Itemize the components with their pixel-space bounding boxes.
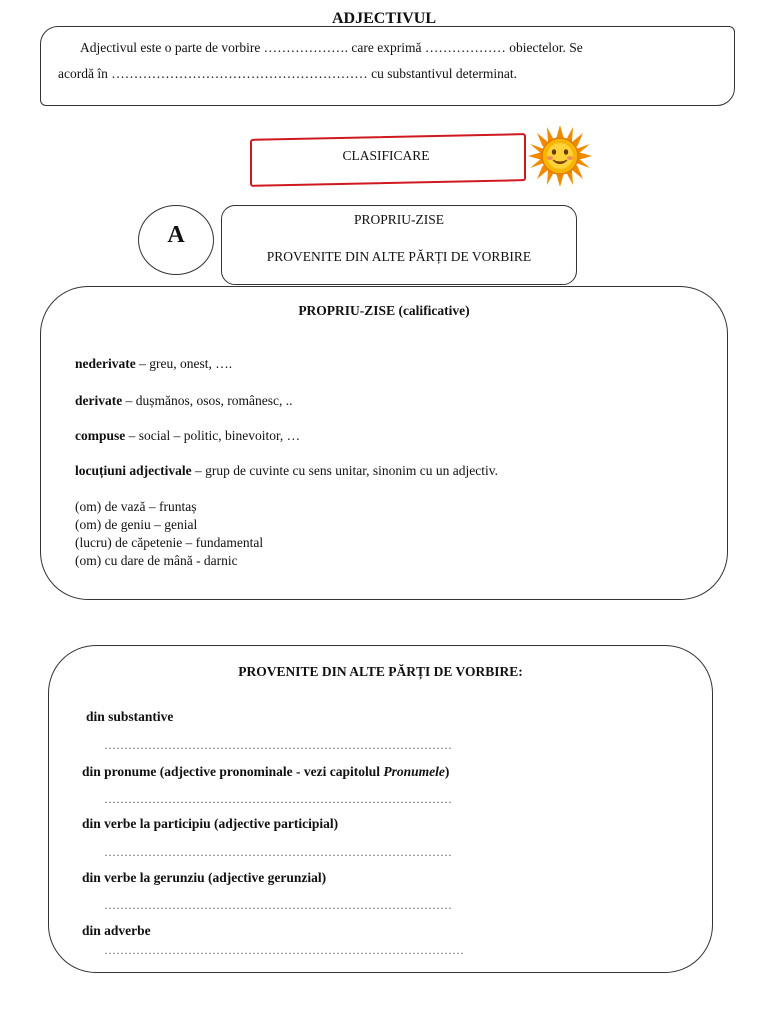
pz-term: locuțiuni adjectivale (75, 463, 192, 478)
pv-blank-line: …………………………………………………………………………… (104, 845, 452, 859)
pv-blank-line: ……………………………………………………………………………… (104, 943, 464, 957)
pz-example: (lucru) de căpetenie – fundamental (75, 535, 264, 550)
pz-term: nederivate (75, 356, 136, 371)
classification-label: CLASIFICARE (342, 148, 430, 163)
pz-text: – grup de cuvinte cu sens unitar, sinonim cu un adjectiv. (191, 463, 499, 478)
pv-head-tail: ) (444, 764, 450, 779)
pz-text: – dușmănos, osos, românesc, .. (122, 393, 293, 408)
pv-section-gerunziu (82, 870, 326, 886)
pv-section-participiu (82, 816, 338, 832)
pv-blank-line: …………………………………………………………………………… (104, 792, 452, 806)
propriu-zise-title: PROPRIU-ZISE (calificative) (298, 303, 470, 318)
pv-section-pronume (82, 764, 449, 780)
definition-line-1: Adjectivul este o parte de vorbire ………………. care exprimă ……………… obiectelor. Se (80, 40, 583, 55)
pz-item-derivate (75, 393, 292, 409)
pv-blank-line: …………………………………………………………………………… (104, 738, 452, 752)
pz-item-locutiuni (75, 463, 498, 479)
pz-term: compuse (75, 428, 126, 443)
pv-head-text: din adverbe (82, 923, 151, 938)
smiling-sun-icon (528, 125, 592, 187)
pz-example: (om) de vază – fruntaș (75, 499, 197, 514)
pz-item-compuse (75, 428, 300, 444)
pz-text: – social – politic, binevoitor, … (125, 428, 301, 443)
pz-text: – greu, onest, …. (135, 356, 233, 371)
pv-head-italic: Pronumele (383, 764, 445, 779)
pz-term: derivate (75, 393, 123, 408)
pz-example: (om) de geniu – genial (75, 517, 198, 532)
pv-blank-line: …………………………………………………………………………… (104, 898, 452, 912)
page-title: ADJECTIVUL (331, 10, 436, 27)
provenite-title: PROVENITE DIN ALTE PĂRȚI DE VORBIRE: (238, 664, 523, 679)
pv-head-text: din pronume (adjective pronominale - vezi capitolul (82, 764, 384, 779)
section-a-letter: A (167, 222, 185, 248)
pv-section-substantive (86, 709, 173, 725)
type-propriu-zise: PROPRIU-ZISE (353, 212, 444, 227)
pv-head-text: din substantive (86, 709, 174, 724)
type-provenite: PROVENITE DIN ALTE PĂRȚI DE VORBIRE (266, 249, 532, 264)
pz-item-nederivate (75, 356, 232, 372)
pz-example: (om) cu dare de mână - darnic (75, 553, 238, 568)
definition-line-2: acordă în ………………………………………………… cu substantivul determinat. (58, 66, 517, 81)
pv-section-adverbe (82, 923, 151, 939)
pv-head-text: din verbe la participiu (adjective participial) (82, 816, 339, 831)
pv-head-text: din verbe la gerunziu (adjective gerunzial) (82, 870, 327, 885)
